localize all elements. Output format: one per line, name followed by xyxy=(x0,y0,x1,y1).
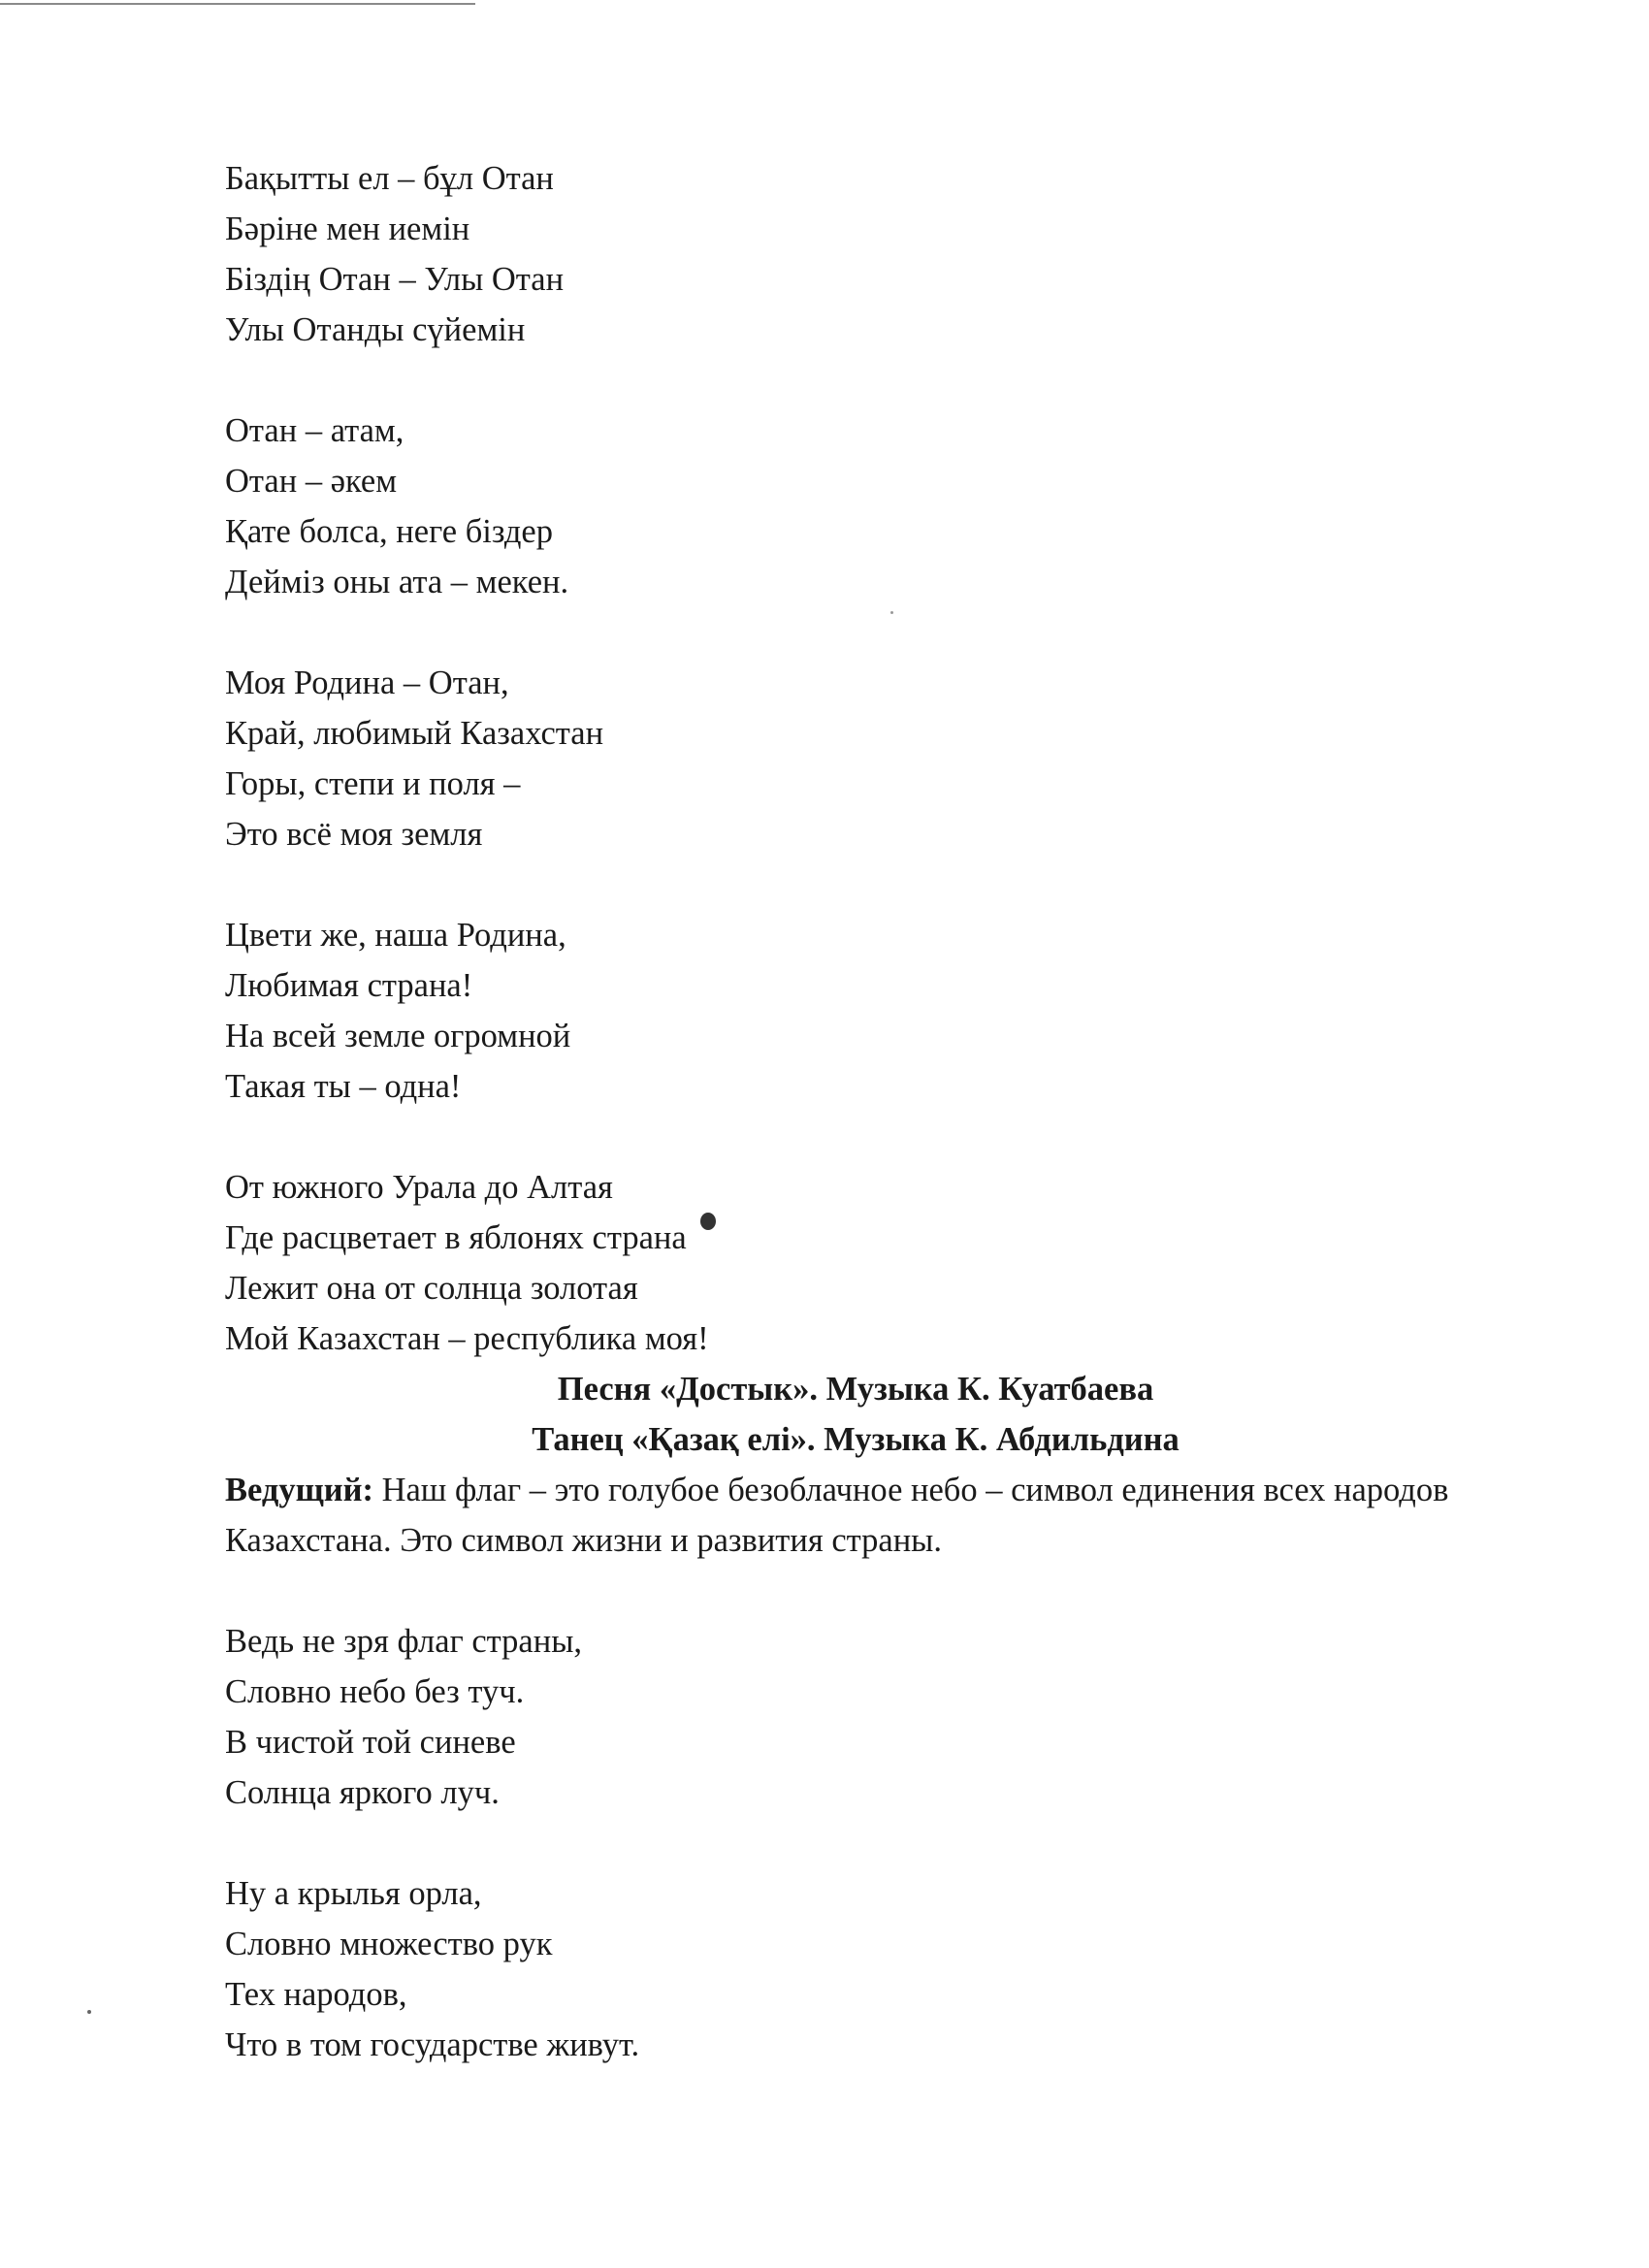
stanza-2 xyxy=(225,405,1486,607)
dust-speck xyxy=(87,2010,91,2014)
verse-line: Любимая страна! xyxy=(225,967,473,1004)
stanza-1 xyxy=(225,153,1486,355)
document-page xyxy=(225,153,1486,2070)
verse-line: В чистой той синеве xyxy=(225,1724,516,1761)
verse-line: Дейміз оны ата – мекен. xyxy=(225,564,569,600)
dust-speck xyxy=(890,611,893,614)
ink-blot xyxy=(700,1213,716,1230)
host-paragraph xyxy=(225,1465,1486,1566)
verse-line: Такая ты – одна! xyxy=(225,1068,462,1105)
verse-line: Ведь не зря флаг страны, xyxy=(225,1623,582,1660)
verse-line: Бақытты ел – бұл Отан xyxy=(225,160,554,197)
verse-line: Что в том государстве живут. xyxy=(225,2026,640,2063)
stanza-6 xyxy=(225,1616,1486,1818)
verse-line: Ну а крылья орла, xyxy=(225,1875,482,1912)
stanza-3 xyxy=(225,658,1486,859)
scan-edge-line xyxy=(0,3,475,5)
song-heading: Песня «Достык». Музыка К. Куатбаева xyxy=(557,1371,1154,1408)
verse-line: Горы, степи и поля – xyxy=(225,765,521,802)
verse-line: Біздің Отан – Улы Отан xyxy=(225,261,565,298)
verse-line: Қате болса, неге біздер xyxy=(225,513,553,550)
verse-line: Отан – атам, xyxy=(225,412,404,449)
verse-line: Улы Отанды сүйемін xyxy=(225,311,526,348)
verse-line: Солнца яркого луч. xyxy=(225,1774,500,1811)
verse-line: Лежит она от солнца золотая xyxy=(225,1270,638,1307)
verse-line: На всей земле огромной xyxy=(225,1018,571,1054)
verse-line: Цвети же, наша Родина, xyxy=(225,917,566,954)
stanza-5 xyxy=(225,1162,1486,1364)
stanza-4 xyxy=(225,910,1486,1112)
verse-line: От южного Урала до Алтая xyxy=(225,1169,613,1206)
verse-line: Где расцветает в яблонях страна xyxy=(225,1219,687,1256)
stanza-7 xyxy=(225,1868,1486,2070)
verse-line: Словно множество рук xyxy=(225,1926,553,1962)
verse-line: Тех народов, xyxy=(225,1976,407,2013)
verse-line: Отан – әкем xyxy=(225,463,398,500)
verse-line: Мой Казахстан – республика моя! xyxy=(225,1320,709,1357)
host-text: Наш флаг – это голубое безоблачное небо – символ единения всех народов Казахстана. Это символ жизни и развития страны. xyxy=(225,1472,1449,1559)
verse-line: Словно небо без туч. xyxy=(225,1673,525,1710)
verse-line: Моя Родина – Отан, xyxy=(225,664,509,701)
verse-line: Это всё моя земля xyxy=(225,816,483,853)
verse-line: Бәріне мен иемін xyxy=(225,211,470,247)
dance-heading: Танец «Қазақ елі». Музыка К. Абдильдина xyxy=(532,1421,1180,1458)
verse-line: Край, любимый Казахстан xyxy=(225,715,604,752)
host-label: Ведущий: xyxy=(225,1472,373,1508)
